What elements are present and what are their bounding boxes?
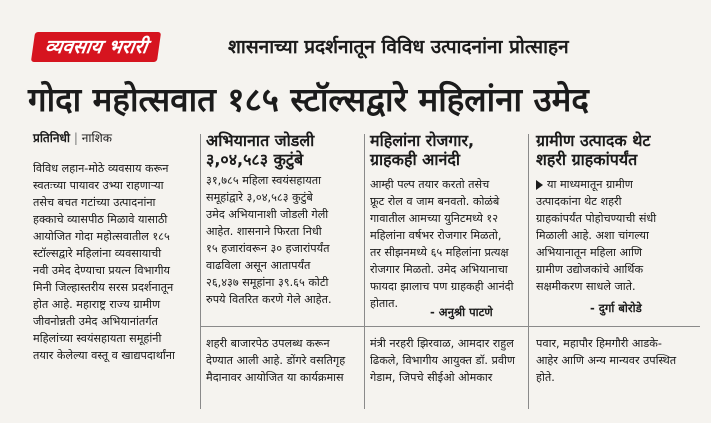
article-column-1 <box>33 160 192 400</box>
text-line: मिनी जिल्हास्तरीय सरस प्रदर्शनातून <box>33 281 174 294</box>
text-line: रुपये वितरित करणे गेले आहेत. <box>206 293 332 306</box>
text-line: तर सीझनमध्ये ६५ महिलांना प्रत्यक्ष <box>370 246 509 259</box>
text-line: रोजगार मिळतो. उमेद अभियानाचा <box>370 263 508 276</box>
text-line: विविध लहान-मोठे व्यवसाय करून <box>33 162 169 175</box>
kicker-row <box>33 30 693 66</box>
byline-city: नाशिक <box>81 131 112 145</box>
subhead-line: महिलांना रोजगार, <box>370 131 475 150</box>
text-line: तयार केलेल्या वस्तू व खाद्यपदार्थांना <box>33 349 175 362</box>
byline <box>33 130 193 146</box>
text-line: गावातील आमच्या युनिटमध्ये १२ <box>370 212 499 225</box>
article-column-2-continued <box>206 335 358 395</box>
horizontal-divider <box>200 326 700 327</box>
subhead-column-4 <box>536 131 701 169</box>
text-line: फायदा झालाच पण ग्राहकही आनंदी <box>370 280 514 293</box>
text-line: उमेद अभियानाशी जोडली गेली <box>206 208 329 221</box>
article-column-2 <box>206 172 358 322</box>
bullet-icon <box>536 180 543 190</box>
text-line: स्टॉल्सद्वारे महिलांना व्यवसायाची <box>33 247 162 260</box>
quote-credit: - दुर्गा बोरोडे <box>590 301 642 315</box>
text-line: मिळाली आहे. अशा चांगल्या <box>536 229 649 242</box>
text-line: होते. <box>536 371 555 384</box>
column-divider <box>364 134 365 409</box>
text-line: महिलांच्या स्वयंसहायता समूहांनी <box>33 332 162 345</box>
article-column-3 <box>370 176 522 316</box>
text-line: उत्पादकांना थेट शहरी <box>536 195 622 208</box>
subhead-line: ३,०४,५८३ कुटुंबे <box>206 150 304 169</box>
article-column-4 <box>536 176 698 301</box>
text-line: महिलांना वर्षभर रोजगार मिळतो, <box>370 229 502 242</box>
text-line: आहेर आणि अन्य मान्यवर उपस्थित <box>536 354 677 367</box>
text-line: सक्षमीकरण साधले जाते. <box>536 280 636 293</box>
article-column-4-continued <box>536 335 698 395</box>
text-line: ग्रामीण उद्योजकांचे आर्थिक <box>536 263 644 276</box>
article-column-3-continued <box>370 335 522 395</box>
text-line: शहरी बाजारपेठ उपलब्ध करून <box>206 337 330 350</box>
text-line: गेडाम, जिपचे सीईओ ओमकार <box>370 371 493 384</box>
subhead-line: ग्रामीण उत्पादक थेट <box>536 131 651 150</box>
column-divider <box>528 134 529 409</box>
text-line: वाढविला असून आतापर्यंत <box>206 259 311 272</box>
column-divider <box>200 134 201 409</box>
headline: गोदा महोत्सवात १८५ स्टॉल्सद्वारे महिलांना उमेद <box>28 80 589 119</box>
quote-credit: - अनुश्री पाटणे <box>430 305 493 319</box>
subhead-line: अभियानात जोडली <box>206 131 315 150</box>
text-line: होत आहे. महाराष्ट्र राज्य ग्रामीण <box>33 298 161 311</box>
section-tag: व्यवसाय भरारी <box>31 32 161 62</box>
text-line: मैदानावर आयोजित या कार्यक्रमास <box>206 371 344 384</box>
text-line: आयोजित गोदा महोत्सवातील १८५ <box>33 230 170 243</box>
text-line: स्वतःच्या पायावर उभ्या राहणाऱ्या <box>33 179 164 192</box>
subhead-column-3 <box>370 131 525 169</box>
text-line: होतात. <box>370 297 399 310</box>
text-line: आहेत. शासनाने फिरता निधी <box>206 225 322 238</box>
subhead-column-2 <box>206 131 361 169</box>
text-line-content: या माध्यमातून ग्रामीण <box>547 178 633 191</box>
text-line: जीवनोन्नती उमेद अभियानांतर्गत <box>33 315 158 328</box>
byline-reporter: प्रतिनिधी <box>33 131 71 145</box>
text-line: नवी उमेद देण्याचा प्रयत्न विभागीय <box>33 264 171 277</box>
text-line: फ्रूट रोल व जाम बनवतो. कोळंबे <box>370 195 500 208</box>
text-line: हक्काचे व्यासपीठ मिळावे यासाठी <box>33 213 168 226</box>
text-line: ३१,७८५ महिला स्वयंसहायता <box>206 174 321 187</box>
subhead-line: ग्राहकही आनंदी <box>370 150 461 169</box>
kicker-text: शासनाच्या प्रदर्शनातून विविध उत्पादनांना प्रोत्साहन <box>228 36 569 58</box>
text-line: तसेच बचत गटांच्या उत्पादनांना <box>33 196 156 209</box>
text-line <box>536 176 698 193</box>
text-line: ढिकले, विभागीय आयुक्त डॉ. प्रवीण <box>370 354 516 367</box>
text-line: देण्यात आली आहे. डोंगरे वसतिगृह <box>206 354 346 367</box>
text-line: २६,४३७ समूहांना ३९.६५ कोटी <box>206 276 329 289</box>
text-line: अभियानातून महिला आणि <box>536 246 642 259</box>
text-line: समूहांद्वारे ३,०४,५८३ कुटुंबे <box>206 191 313 204</box>
text-line: आम्ही पल्प तयार करतो तसेच <box>370 178 490 191</box>
subhead-line: शहरी ग्राहकांपर्यंत <box>536 150 638 169</box>
text-line: मंत्री नरहरी झिरवाळ, आमदार राहुल <box>370 337 514 350</box>
text-line: १५ हजारांवरून ३० हजारांपर्यंत <box>206 242 330 255</box>
byline-separator: | <box>73 131 82 145</box>
text-line: पवार, महापौर हिमगौरी आडके- <box>536 337 662 350</box>
text-line: ग्राहकांपर्यंत पोहोचण्याची संधी <box>536 212 657 225</box>
